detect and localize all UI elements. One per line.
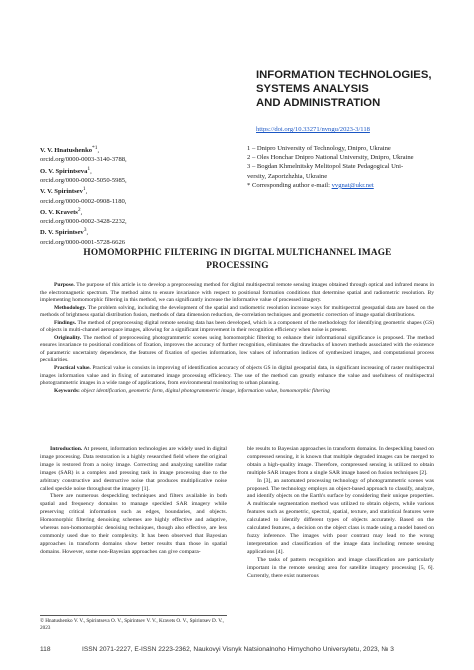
author-affiliation-mark: 1 [87, 165, 91, 172]
purpose-text: The purpose of this article is to develop a preprocessing method for digital multispectral remote sensing images obtained through optical and infrared means in the electromagnetic spectrum. The method aims to ensure invariance with respect to positional formation conditions that determine spatial and radiometric resolution. By implementing homomorphic filtering in this method, we can significantly increase the informative value of processed imagery. [40, 282, 434, 304]
paper-title-line: PROCESSING [206, 260, 269, 271]
author-name: O. V. Spirintseva [40, 167, 88, 175]
abstract-originality [40, 335, 434, 365]
doi-link[interactable]: https://doi.org/10.33271/nvngu/2023-3/118 [256, 126, 370, 133]
affiliation-line: 3 – Bogdan Khmelnitsky Melitopol State Pedagogical Uni- [247, 163, 404, 171]
author-orcid[interactable]: orcid.org/0000-0002-0908-1180, [40, 197, 127, 205]
abstract-findings [40, 320, 434, 335]
body-text: At present, information technologies are widely used in digital image processing. Data restoration is a highly researched field where the original image is restored from a noisy image. Correcting and analyzing satellite radar images (SAR) is a complex and pressing task in image processing due to the arbitrary constructive and destructive noise that produces multiplicative noise called speckle noise throughout the imagery [1]. [40, 446, 227, 492]
author-name: V. V. Spirintsev [40, 188, 83, 196]
author-orcid[interactable]: orcid.org/0000-0003-3140-3788, [40, 156, 127, 164]
author-entry: V. V. Hnatushenko$^{*1}$, [40, 145, 100, 155]
findings-text: The method of preprocessing digital remote sensing data has been developed, which is a component of the methodology for identifying geometric shapes (GS) of objects in multi-channel aerospace images, allowing for a significant improvement in their recognition efficiency when noise is present. [40, 319, 434, 334]
author-affiliation-mark: 2 [77, 206, 81, 213]
purpose-label: Purpose. [54, 282, 75, 288]
author-name: V. V. Hnatushenko [40, 147, 93, 155]
author-list [40, 144, 240, 247]
section-title-line: INFORMATION TECHNOLOGIES, [256, 69, 432, 81]
methodology-text: The problem solving, including the development of the spatial and radiometric resolution increase ways for multispectral geospatial data are based on the methods of brightness spatial distribution fusion, methods of data dimension reduction, de-correlation techniques and geometric correction of image spatial distributions. [40, 304, 434, 319]
body-paragraph: There are numerous despeckling techniques and filters available in both spatial and frequency domains to manage speckled SAR imagery while preserving critical information such as edges, boundaries, and objects. Homomorphic filtering denoising schemes are highly effective and adaptive, whereas non-homomorphic denoising techniques, though also effective, are less commonly used due to their complexity. It has been observed that Bayesian approaches in transform domains show better results than those in spatial domains. However, some non-Bayesian approaches can give compara- [40, 493, 227, 555]
journal-info: ISSN 2071-2227, E-ISSN 2223-2362, Naukovyi Visnyk Natsionalnoho Hirnychoho Universytetu, 2023, № 3 [82, 646, 394, 653]
introduction-label: Introduction. [50, 446, 83, 452]
abstract-keywords [40, 388, 434, 396]
abstract-practical-value [40, 365, 434, 388]
body-paragraph: In [3], an automated processing technology of photogrammetric scenes was proposed. The technology employs an object-based approach to classify, analyze, and identify objects on the Earth's surface by considering their unique properties. A multiscale segmentation method was utilized to obtain objects, while various features such as geometric, spectral, spatial, texture, and statistical features were calculated to identify different types of objects accurately. Based on the calculated features, a decision on the object class is made using a model based on fuzzy inference. The images with poor contrast may lead to the wrong interpretation and classification of the image data including remote sensing applications [4]. [247, 477, 434, 555]
affiliation-line: 1 – Dnipro University of Technology, Dnipro, Ukraine [247, 145, 391, 152]
methodology-label: Methodology. [54, 304, 87, 311]
section-title-line: SYSTEMS ANALYSIS [256, 83, 369, 95]
email-link[interactable]: vvgnat@ukr.net [331, 181, 374, 189]
author-affiliation-mark: *1 [92, 145, 98, 151]
affiliations [247, 144, 447, 190]
body-paragraph: The tasks of pattern recognition and image classification are particularly important in the remote sensing area for satellite imagery processing [5, 6]. Currently, there exist numerous [247, 556, 434, 579]
abstract-purpose [40, 282, 434, 305]
author-orcid[interactable]: orcid.org/0000-0002-5050-5985, [40, 176, 127, 184]
keywords-label: Keywords: [54, 387, 80, 394]
journal-section-title [256, 68, 466, 110]
keywords-text: object identification, geometric form, digital photogrammetric image, information value, homomorphic filtering [79, 387, 330, 394]
author-affiliation-mark: 1 [82, 186, 86, 193]
author-entry: O. V. Kravets$^2$, [40, 206, 83, 216]
page-footer [40, 646, 440, 653]
paper-title [40, 247, 435, 272]
author-name: D. V. Spirintsev [40, 229, 84, 237]
page-number: 118 [40, 646, 51, 653]
author-orcid[interactable]: orcid.org/0000-0002-3428-2232, [40, 218, 127, 226]
body-column-right [247, 446, 434, 580]
originality-label: Originality. [54, 334, 82, 341]
corresponding-label: * Corresponding author e-mail: [247, 181, 332, 189]
body-column-left [40, 446, 227, 557]
affiliation-line: versity, Zaporizhzhia, Ukraine [247, 172, 328, 180]
practical-label: Practical value. [54, 365, 91, 372]
affiliation-line: 2 – Oles Honchar Dnipro National University, Dnipro, Ukraine [247, 154, 414, 162]
corresponding-author [247, 181, 447, 190]
body-paragraph: ble results to Bayesian approaches in transform domains. In despeckling based on compressed sensing, it is known that multiple degraded images can be merged to obtain a high-quality image. Therefore, compressed sensing is utilized to obtain multiple SAR images from a single SAR image based on fusion techniques [2]. [247, 446, 434, 476]
author-entry: O. V. Spirintseva$^1$, [40, 165, 92, 175]
originality-text: The method of preprocessing photogrammetric scenes using homomorphic filtering to enhance their informational significance is proposed. The method ensures invariance to positional conditions of fixation, improves the accuracy of further recognition, eliminates the drawbacks of known methods associated with the existence of parametric uncertainty dependence, the features of fixation of species information, low values of information indices of synthesized images, and computational process peculiarities. [40, 334, 434, 364]
author-affiliation-mark: 3 [83, 227, 87, 234]
body-paragraph [40, 446, 227, 493]
author-name: O. V. Kravets [40, 208, 78, 216]
findings-label: Findings. [54, 319, 77, 326]
copyright-note: © Hnatushenko V. V., Spirintseva O. V., Spirintsev V. V., Kravets O. V., Spirintsev D. V., 2023 [40, 615, 227, 632]
practical-text: Practical value is consists in improving of identification accuracy of objects GS in digital geospatial data, in significant increasing of raster multispectral images information value and in fixing of automated image processing efficiency. The use of the method can greatly enhance the value and usefulness of multispectral photogrammetric images in a wide range of applications, from environmental monitoring to urban planning. [40, 365, 434, 387]
abstract [40, 282, 434, 395]
author-orcid[interactable]: orcid.org/0000-0001-5728-6626 [40, 238, 126, 246]
paper-title-line: HOMOMORPHIC FILTERING IN DIGITAL MULTICHANNEL IMAGE [83, 248, 392, 258]
author-entry: V. V. Spirintsev$^1$, [40, 186, 88, 196]
abstract-methodology [40, 305, 434, 320]
author-entry: D. V. Spirintsev$^3$, [40, 227, 89, 237]
section-title-line: AND ADMINISTRATION [256, 97, 381, 109]
